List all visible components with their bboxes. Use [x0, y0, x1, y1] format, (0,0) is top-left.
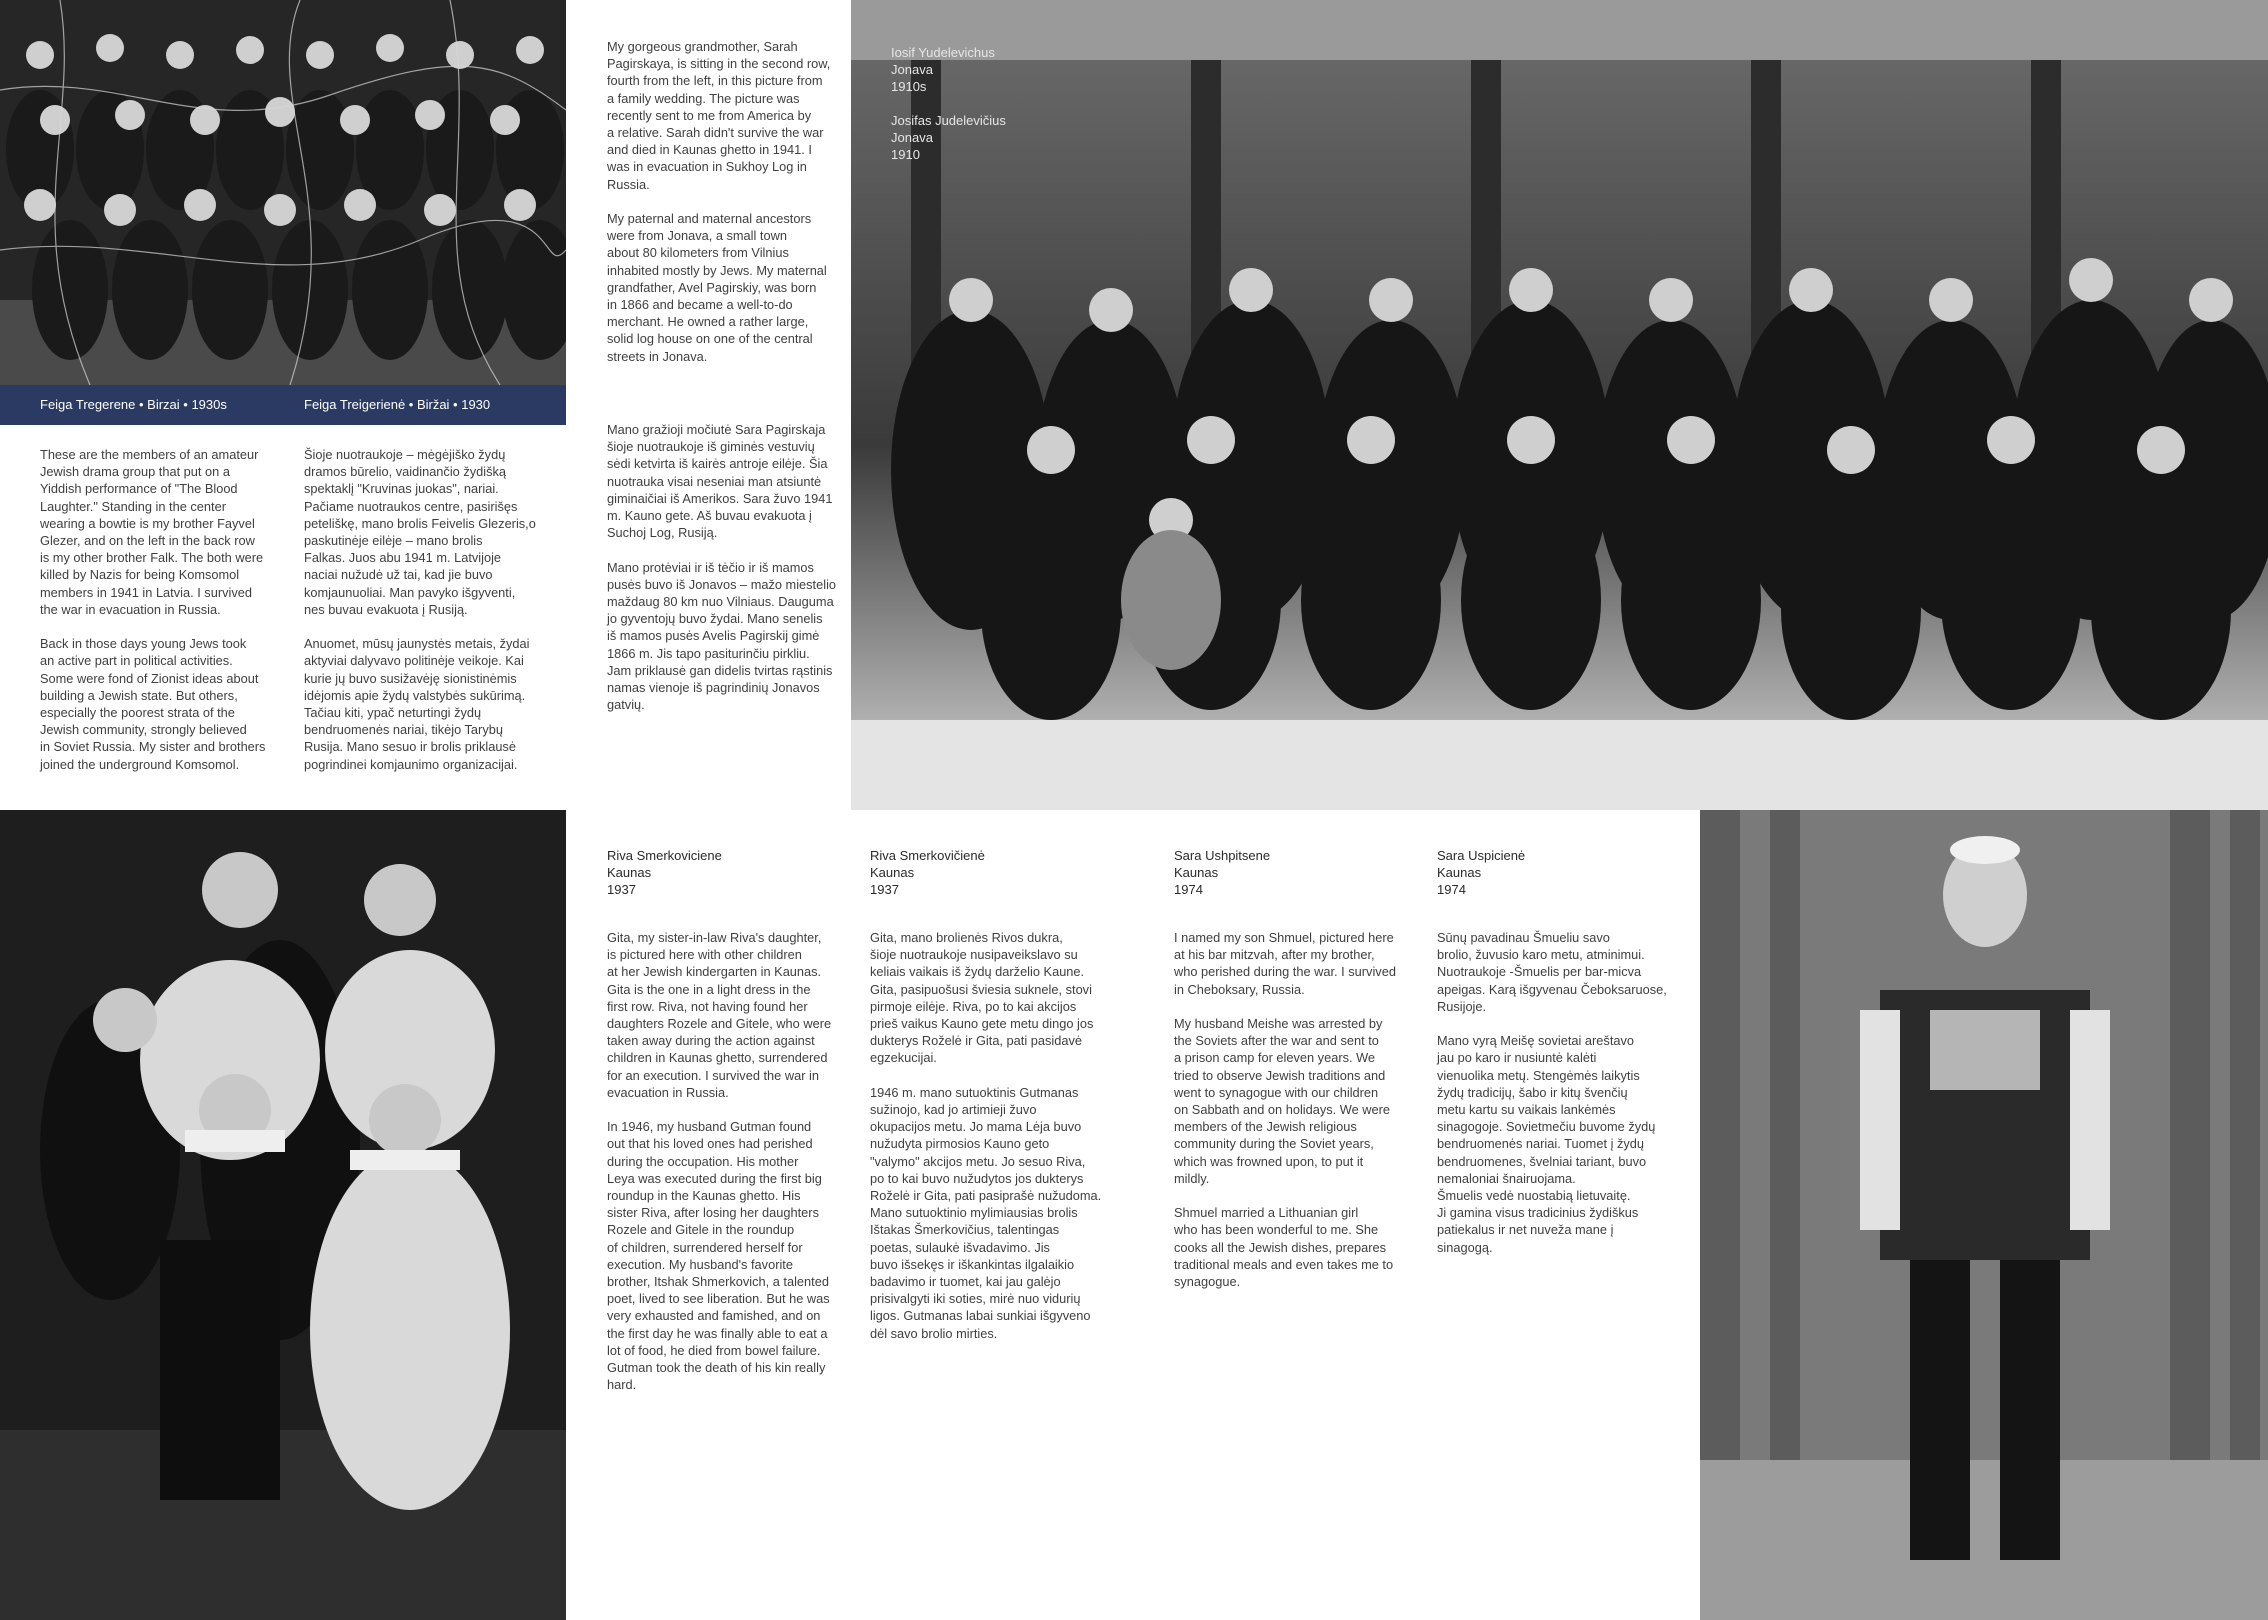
sara-text-en: I named my son Shmuel, pictured here at his bar mitzvah, after my brother, who perished during the war. I survived in Cheboksary, Russia. My husband Meishe was arrested by the Soviets after the war and sent to a prison camp for eleven years. We tried to observe Jewish traditions and went to synagogue with our children on Sabbath and on holidays. We were members of the Jewish religious community during the Soviet years, which was frowned upon, to put it mildly. Shmuel married a Lithuanian girl who has been wonderful to me. She cooks all the Jewish dishes, prepares traditional meals and even takes me to synagogue.: [1174, 930, 1396, 1290]
riva-text-en: Gita, my sister-in-law Riva's daughter, is pictured here with other children at her Jewish kindergarten in Kaunas. Gita is the one in a light dress in the first row. Riva, not having found her daughters Rozele and Gitele, who were taken away during the action against children in Kaunas ghetto, surrendered for an execution. I survived the war in evacuation in Russia. In 1946, my husband Gutman found out that his loved ones had perished during the occupation. His mother Leya was executed during the first big roundup in the Kaunas ghetto. His sister Riva, after losing her daughters Rozele and Gitele in the roundup of children, surrendered herself for execution. My husband's favorite brother, Itshak Shmerkovich, a talented poet, lived to see liberation. But he was very exhausted and famished, and on the first day he was finally able to eat a lot of food, he died from bowel failure. Gutman took the death of his kin really hard.: [607, 930, 832, 1393]
drama-group-text-lt: Šioje nuotraukoje – mėgėjiško žydų dramos būrelio, vaidinančio žydišką spektaklį "Kruvinas juokas", nariai. Pačiame nuotraukos centre, pasirišęs peteliškę, mano brolis Feivelis Glezeris,o paskutinėje eilėje – mano brolis Falkas. Juos abu 1941 m. Latvijoje naciai nužudė už tai, kad jie buvo komjaunuoliai. Man pavyko išgyventi, nes buvau evakuota į Rusiją. Anuomet, mūsų jaunystės metais, žydai aktyviai dalyvavo politinėje veikoje. Kai kurie jų buvo susižavėję sionistinėmis idėjomis apie žydų valstybės sukūrimą. Tačiau kiti, ypač neturtingi žydų bendruomenės nariai, tikėjo Tarybų Rusija. Mano sesuo ir brolis priklausė pogrindinei komjaunimo organizacijai.: [304, 447, 536, 772]
sara-heading-en: Sara Ushpitsene Kaunas 1974: [1174, 848, 1271, 898]
riva-heading-lt: Riva Smerkovičienė Kaunas 1937: [870, 848, 985, 898]
grandmother-text-lt: Mano gražioji močiutė Sara Pagirskaja šioje nuotraukoje iš giminės vestuvių sėdi ketvirta iš kairės antroje eilėje. Šia nuotrauka visai neseniai man atsiuntė giminaičiai iš Amerikos. Sara žuvo 1941 m. Kauno gete. Aš buvau evakuota į Suchoj Log, Rusiją. Mano protėviai ir iš tėčio ir iš mamos pusės buvo iš Jonavos – mažo miestelio maždaug 80 km nuo Vilniaus. Dauguma jo gyventojų buvo žydai. Mano senelis iš mamos pusės Avelis Pagirskij gimė 1866 m. Jis tapo pasiturinčiu pirkliu. Jam priklausė gan didelis tvirtas rąstinis namas vienoje iš pagrindinių Jonavos gatvių.: [607, 422, 837, 713]
bar-mitzvah-photo: [1700, 810, 2268, 1620]
photo-caption-bar: [0, 385, 566, 425]
drama-group-text-en: These are the members of an amateur Jewish drama group that put on a Yiddish performance of "The Blood Laughter." Standing in the center wearing a bowtie is my brother Fayvel Glezer, and on the left in the back row is my other brother Falk. The both were killed by Nazis for being Komsomol members in 1941 in Latvia. I survived the war in evacuation in Russia. Back in those days young Jews took an active part in political activities. Some were fond of Zionist ideas about building a Jewish state. But others, especially the poorest strata of the Jewish community, strongly believed in Soviet Russia. My sister and brothers joined the underground Komsomol.: [40, 447, 266, 772]
caption-english: Feiga Tregerene • Birzai • 1930s: [40, 397, 227, 412]
drama-group-photo: [0, 0, 566, 385]
wedding-photo-caption-en: Iosif Yudelevichus Jonava 1910s: [891, 45, 995, 95]
kindergarten-photo: [0, 810, 566, 1620]
riva-heading-en: Riva Smerkoviciene Kaunas 1937: [607, 848, 722, 898]
sara-heading-lt: Sara Uspicienė Kaunas 1974: [1437, 848, 1526, 898]
caption-lithuanian: Feiga Treigerienė • Biržai • 1930: [304, 397, 491, 412]
sara-text-lt: Sūnų pavadinau Šmueliu savo brolio, žuvusio karo metu, atminimui. Nuotraukoje -Šmuelis per bar-micva apeigas. Karą išgyvenau Čeboksaruose, Rusijoje. Mano vyrą Meišę sovietai areštavo jau po karo ir nusiuntė kalėti vienuolika metų. Stengėmės laikytis žydų tradicijų, šabo ir kitų švenčių metu kartu su vaikais lankėmės sinagogoje. Sovietmečiu buvome žydų bendruomenės nariai. Tuomet į žydų bendruomenes, švelniai tariant, buvo nemaloniai šnairuojama. Šmuelis vedė nuostabią lietuvaitę. Ji gamina visus tradicinius žydiškus patiekalus ir net nuveža mane į sinagogą.: [1437, 930, 1667, 1255]
grandmother-text-en: My gorgeous grandmother, Sarah Pagirskaya, is sitting in the second row, fourth from the left, in this picture from a family wedding. The picture was recently sent to me from America by a relative. Sarah didn't survive the war and died in Kaunas ghetto in 1941. I was in evacuation in Sukhoy Log in Russia. My paternal and maternal ancestors were from Jonava, a small town about 80 kilometers from Vilnius inhabited mostly by Jews. My maternal grandfather, Avel Pagirskiy, was born in 1866 and became a well-to-do merchant. He owned a rather large, solid log house on one of the central streets in Jonava.: [607, 39, 831, 364]
wedding-photo-caption-lt: Josifas Judelevičius Jonava 1910: [891, 113, 1006, 163]
riva-text-lt: Gita, mano brolienės Rivos dukra, šioje nuotraukoje nusipaveikslavo su keliais vaikais iš žydų darželio Kaune. Gita, pasipuošusi šviesia suknele, stovi pirmoje eilėje. Riva, po to kai akcijos prieš vaikus Kauno gete metu dingo jos dukterys Roželė ir Gita, pati pasidavė egzekucijai. 1946 m. mano sutuoktinis Gutmanas sužinojo, kad jo artimieji žuvo okupacijos metu. Jo mama Lėja buvo nužudyta pirmosios Kauno geto "valymo" akcijos metu. Jo sesuo Riva, po to kai buvo nužudytos jos dukterys Roželė ir Gita, pati pasiprašė nužudoma. Mano sutuoktinio mylimiausias brolis Ištakas Šmerkovičius, talentingas poetas, sulaukė išvadavimo. Jis buvo išsekęs ir iškankintas ilgalaikio badavimo ir tuomet, kai jau galėjo prisivalgyti iki soties, mirė nuo vidurių ligos. Gutmanas labai sunkiai išgyveno dėl savo brolio mirties.: [870, 930, 1102, 1341]
